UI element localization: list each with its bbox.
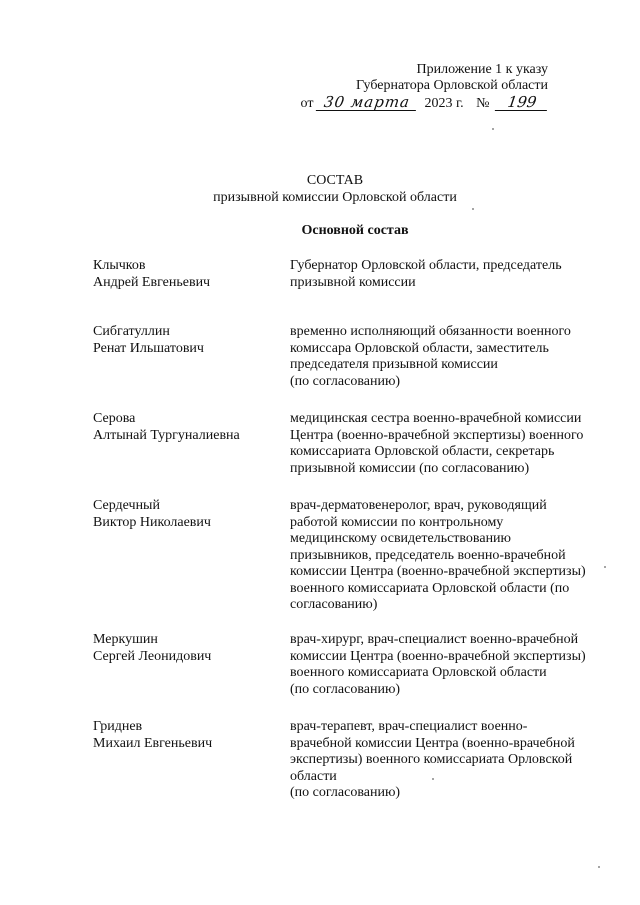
member-given-name: Ренат Ильшатович (93, 340, 204, 356)
role-line: призывников, председатель военно-врачебной (290, 547, 566, 563)
role-line: работой комиссии по контрольному (290, 514, 504, 530)
member-surname: Сердечный (93, 498, 160, 513)
role-line: согласованию) (290, 597, 378, 612)
role-line: области (290, 768, 337, 784)
role-line: Губернатор Орловской области, председатель (290, 258, 562, 273)
member-role (290, 632, 620, 698)
role-line: председателя призывной комиссии (290, 357, 498, 372)
member-role (290, 411, 620, 477)
member-surname: Сибгатуллин (93, 324, 170, 339)
date-prefix: от (300, 96, 314, 111)
member-role (290, 324, 620, 390)
role-line: комиссариата Орловской области, секретарь (290, 444, 555, 459)
role-line: медицинская сестра военно-врачебной комиссии (290, 411, 582, 426)
member-role (290, 719, 620, 802)
role-line: комиссии Центра (военно-врачебной экспертизы) (290, 648, 586, 664)
scan-speck (432, 778, 434, 780)
role-line: военного комиссариата Орловской области (по (290, 580, 570, 596)
handwritten-date: 30 марта (316, 94, 418, 111)
scan-speck (472, 208, 474, 210)
member-surname: Клычков (93, 258, 146, 273)
member-name (93, 258, 283, 291)
member-surname: Серова (93, 411, 136, 426)
member-given-name: Михаил Евгеньевич (93, 735, 213, 751)
role-line: медицинскому освидетельствованию (290, 531, 512, 546)
member-given-name: Алтынай Тургуналиевна (93, 427, 240, 443)
role-line: (по согласованию) (290, 785, 401, 800)
role-line: призывной комиссии (по согласованию) (290, 460, 530, 476)
member-surname: Меркушин (93, 632, 158, 647)
role-line: временно исполняющий обязанности военного (290, 324, 571, 339)
title-main: СОСТАВ (306, 173, 364, 188)
role-line: экспертизы) военного комиссариата Орловской (290, 752, 573, 767)
scan-speck (492, 128, 494, 130)
appendix-line-2: Губернатора Орловской области (355, 78, 548, 93)
role-line: врач-терапевт, врач-специалист военно- (290, 719, 528, 734)
role-line: (по согласованию) (290, 373, 401, 389)
decree-year: 2023 г. (424, 96, 464, 111)
member-name (93, 632, 283, 665)
role-line: призывной комиссии (290, 274, 416, 290)
title-subtitle: призывной комиссии Орловской области (213, 190, 457, 205)
handwritten-number: 199 (495, 94, 549, 111)
member-given-name: Андрей Евгеньевич (93, 274, 211, 290)
number-sign: № (476, 96, 490, 111)
role-line: врач-дерматовенеролог, врач, руководящий (290, 498, 547, 513)
section-heading: Основной состав (301, 223, 409, 238)
decree-date-line (288, 94, 548, 112)
appendix-header (288, 62, 548, 112)
role-line: военного комиссариата Орловской области (290, 665, 547, 680)
member-role (290, 258, 620, 291)
member-role (290, 498, 620, 614)
member-given-name: Виктор Николаевич (93, 514, 211, 530)
scan-speck (604, 566, 606, 568)
member-name (93, 411, 283, 444)
role-line: комиссии Центра (военно-врачебной экспертизы) (290, 564, 586, 579)
scan-speck (598, 866, 600, 868)
role-line: врач-хирург, врач-специалист военно-врачебной (290, 632, 579, 647)
member-given-name: Сергей Леонидович (93, 648, 212, 664)
role-line: комиссара Орловской области, заместитель (290, 340, 549, 356)
role-line: Центра (военно-врачебной экспертизы) военного (290, 427, 584, 443)
member-name (93, 719, 283, 752)
appendix-line-1: Приложение 1 к указу (416, 62, 548, 77)
member-surname: Гриднев (93, 719, 143, 734)
document-title (0, 172, 640, 206)
role-line: (по согласованию) (290, 681, 401, 697)
member-name (93, 498, 283, 531)
member-name (93, 324, 283, 357)
role-line: врачебной комиссии Центра (военно-врачебной (290, 735, 575, 751)
